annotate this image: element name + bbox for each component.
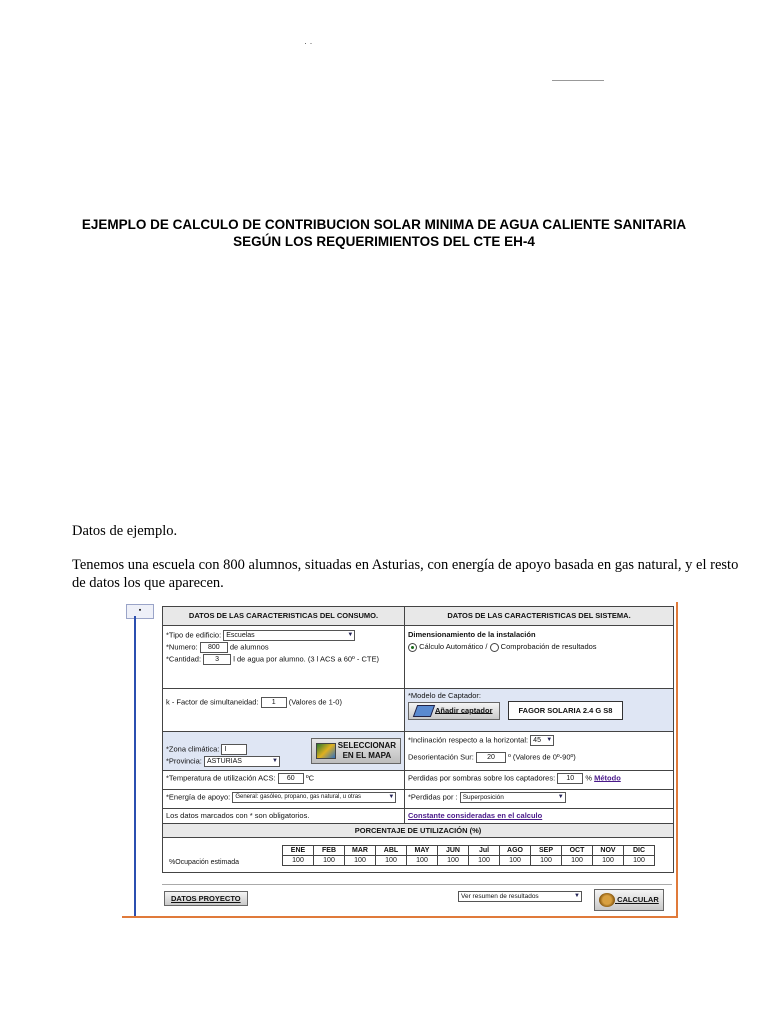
temperatura-cell	[163, 771, 405, 789]
add-captador-button[interactable]	[408, 702, 500, 720]
energia-cell	[163, 790, 405, 808]
numero-input[interactable]: 800	[200, 642, 228, 653]
month-header: FEB	[314, 845, 345, 855]
desorientacion-input[interactable]: 20	[476, 752, 506, 763]
radio-auto-label: Cálculo Automático /	[419, 642, 488, 651]
provincia-value: ASTURIAS	[206, 757, 242, 765]
calculator-form	[162, 606, 674, 873]
temperatura-input[interactable]: 60	[278, 773, 304, 784]
left-frame	[122, 602, 160, 918]
month-header: AGO	[500, 845, 531, 855]
month-value-input[interactable]: 100	[345, 855, 376, 865]
dimensionamiento-cell	[405, 626, 673, 688]
map-icon	[316, 743, 336, 759]
add-captador-label: Añadir captador	[435, 705, 493, 715]
cantidad-label: *Cantidad:	[166, 654, 202, 664]
resumen-value: Ver resumen de resultados	[461, 893, 539, 900]
chevron-down-icon: ▼	[574, 893, 580, 899]
months-row	[163, 838, 673, 872]
month-value-input[interactable]: 100	[314, 855, 345, 865]
month-header: MAR	[345, 845, 376, 855]
calcular-label: CALCULAR	[617, 894, 659, 904]
radio-auto[interactable]	[408, 643, 417, 652]
perdidas-por-label: *Perdidas por :	[408, 792, 458, 802]
header-sistema: DATOS DE LAS CARACTERISTICAS DEL SISTEMA.	[405, 607, 673, 625]
month-header: ENE	[283, 845, 314, 855]
month-header: Jul	[469, 845, 500, 855]
perdidas-por-select[interactable]	[460, 792, 566, 803]
side-tab[interactable]: ▪	[126, 604, 154, 619]
form-row-temperatura	[163, 771, 673, 790]
datos-proyecto-button[interactable]: DATOS PROYECTO	[164, 891, 248, 906]
solar-calculator-screenshot	[122, 602, 678, 918]
month-header: NOV	[593, 845, 624, 855]
edificio-cell	[163, 626, 405, 688]
zona-cell	[163, 732, 405, 770]
top-marks: · ·	[304, 38, 313, 48]
top-rule	[552, 80, 604, 81]
cantidad-input[interactable]: 3	[203, 654, 231, 665]
obligatorios-note: Los datos marcados con * son obligatorios.	[163, 809, 405, 823]
chevron-down-icon: ▼	[546, 737, 553, 743]
header-consumo: DATOS DE LAS CARACTERISTICAS DEL CONSUMO.	[163, 607, 405, 625]
porcentaje-header: PORCENTAJE DE UTILIZACIÓN (%)	[163, 824, 673, 837]
constante-cell	[405, 809, 673, 823]
form-row-notes	[163, 809, 673, 824]
form-row-edificio	[163, 626, 673, 689]
perdidas-por-cell	[405, 790, 673, 808]
captador-model-display: FAGOR SOLARIA 2.4 G S8	[508, 701, 624, 720]
month-header: DIC	[624, 845, 655, 855]
resumen-select[interactable]	[458, 891, 582, 902]
calcular-button[interactable]	[594, 889, 664, 911]
numero-unit: de alumnos	[229, 642, 269, 652]
desorientacion-range: º (Valores de 0º-90º)	[508, 752, 576, 762]
perdidas-por-value: Superposición	[462, 794, 504, 801]
month-value-input[interactable]: 100	[624, 855, 655, 865]
frame-line	[134, 616, 136, 916]
month-value-input[interactable]: 100	[407, 855, 438, 865]
radio-comprobacion-label: Comprobación de resultados	[500, 642, 597, 651]
inclinacion-label: *Inclinación respecto a la horizontal:	[408, 735, 529, 745]
k-factor-label: k - Factor de simultaneidad:	[166, 697, 259, 707]
form-row-energia	[163, 790, 673, 809]
tipo-edificio-value: Escuelas	[226, 632, 255, 639]
energia-label: *Energía de apoyo:	[166, 792, 231, 802]
chevron-down-icon: ▼	[347, 632, 354, 638]
cantidad-unit: l de agua por alumno. (3 l ACS a 60º - CTE)	[233, 654, 379, 664]
form-row-captador	[163, 689, 673, 732]
numero-label: *Numero:	[166, 642, 198, 652]
radio-comprobacion[interactable]	[490, 643, 499, 652]
energia-value: General: gasóleo, propano, gas natural, u otras	[235, 794, 362, 800]
form-row-zona	[163, 732, 673, 771]
form-header-row	[163, 607, 673, 626]
chevron-down-icon: ▼	[272, 757, 278, 764]
inclinacion-value: 45	[533, 737, 541, 744]
month-value-input[interactable]: 100	[593, 855, 624, 865]
constante-link[interactable]: Constante consideradas en el calculo	[408, 811, 543, 820]
perdidas-sombras-input[interactable]: 10	[557, 773, 583, 784]
select-map-button[interactable]	[311, 738, 401, 764]
metodo-link[interactable]: Método	[594, 773, 621, 783]
provincia-select[interactable]	[204, 756, 280, 767]
perdidas-sombras-label: Perdidas por sombras sobre los captadores:	[408, 773, 556, 783]
zona-input[interactable]: I	[221, 744, 247, 755]
paragraph-description: Tenemos una escuela con 800 alumnos, situadas en Asturias, con energía de apoyo basada en gas natural, y el resto de datos los que aparecen.	[72, 557, 739, 591]
desorientacion-label: Desorientación Sur:	[408, 752, 474, 762]
temperatura-label: *Temperatura de utilización ACS:	[166, 773, 276, 783]
captador-icon	[413, 705, 435, 717]
k-factor-cell	[163, 689, 405, 731]
month-value-input[interactable]: 100	[500, 855, 531, 865]
captador-cell	[405, 689, 673, 731]
tipo-edificio-label: *Tipo de edificio:	[166, 630, 222, 640]
temperatura-unit: ºC	[305, 773, 314, 783]
provincia-label: *Provincia:	[166, 755, 202, 765]
inclinacion-cell	[405, 732, 673, 770]
zona-label: *Zona climática:	[166, 743, 220, 753]
month-value-input[interactable]: 100	[469, 855, 500, 865]
select-map-line1: SELECCIONAR	[337, 741, 396, 750]
document-title: EJEMPLO DE CALCULO DE CONTRIBUCION SOLAR MINIMA DE AGUA CALIENTE SANITARIA SEGÚN LOS REQUERIMIENTOS DEL CTE EH-4	[81, 217, 687, 249]
month-value-input[interactable]: 100	[283, 855, 314, 865]
percent-sign: %	[585, 773, 593, 783]
inclinacion-select[interactable]	[530, 735, 554, 746]
frame-right-line	[676, 602, 678, 918]
month-value-input[interactable]: 100	[562, 855, 593, 865]
month-header: OCT	[562, 845, 593, 855]
sombras-cell	[405, 771, 673, 789]
modelo-label: *Modelo de Captador:	[408, 691, 481, 700]
select-map-line2: EN EL MAPA	[342, 751, 392, 760]
frame-bottom-line	[122, 916, 678, 918]
dimensionamiento-label: Dimensionamiento de la instalación	[408, 630, 536, 639]
month-value-input[interactable]: 100	[438, 855, 469, 865]
months-table	[282, 845, 655, 866]
energia-select[interactable]	[232, 792, 396, 803]
month-header: MAY	[407, 845, 438, 855]
k-factor-range: (Valores de 1-0)	[288, 697, 342, 707]
chevron-down-icon: ▼	[557, 794, 564, 800]
tipo-edificio-select[interactable]	[223, 630, 355, 641]
gears-icon	[599, 893, 615, 907]
month-header: ABL	[376, 845, 407, 855]
month-header: SEP	[531, 845, 562, 855]
chevron-down-icon: ▼	[388, 794, 395, 800]
month-value-input[interactable]: 100	[531, 855, 562, 865]
ocupacion-label: %Ocupación estimada	[169, 858, 240, 866]
month-header-row	[283, 845, 655, 855]
month-value-input[interactable]: 100	[376, 855, 407, 865]
paragraph-intro: Datos de ejemplo.	[72, 523, 178, 539]
month-value-row	[283, 855, 655, 865]
porcentaje-header-row	[163, 824, 673, 838]
k-factor-input[interactable]: 1	[261, 697, 287, 708]
month-header: JUN	[438, 845, 469, 855]
action-bar	[162, 884, 672, 915]
